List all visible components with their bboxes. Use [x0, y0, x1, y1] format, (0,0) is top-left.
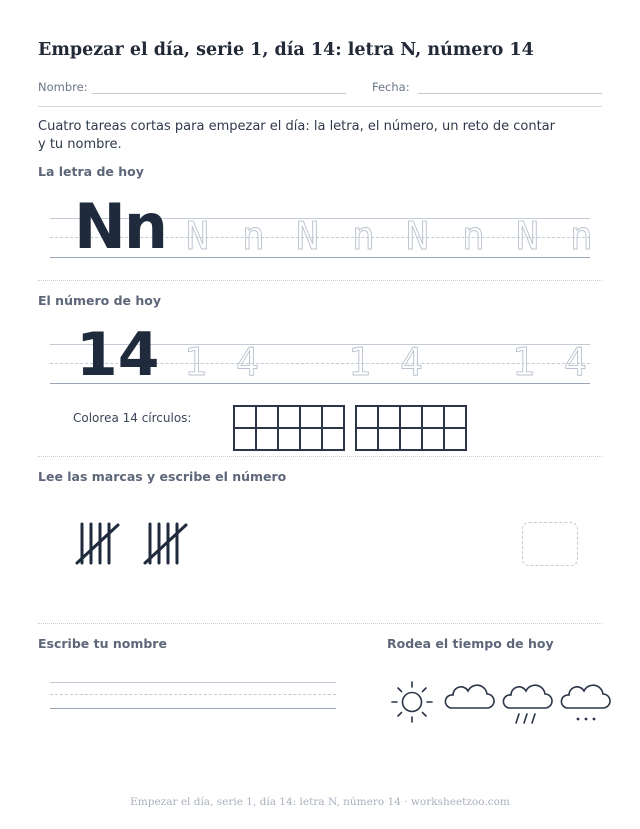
trace-letter-lower[interactable]: n	[352, 214, 375, 258]
tally-group	[145, 524, 186, 563]
trace-digit[interactable]: 1	[184, 340, 207, 384]
snowflake-icon	[577, 718, 596, 721]
weather-options[interactable]	[388, 678, 616, 728]
date-label: Fecha:	[372, 80, 410, 94]
trace-letter-upper[interactable]: N	[296, 214, 319, 258]
date-field[interactable]	[418, 93, 602, 94]
snow-cloud-icon	[561, 685, 610, 708]
name-field[interactable]	[92, 93, 346, 94]
trace-digit[interactable]: 4	[564, 340, 587, 384]
header-divider	[38, 106, 602, 107]
number-trace-row[interactable]	[184, 340, 594, 386]
trace-letter-upper[interactable]: N	[516, 214, 539, 258]
intro-text: Cuatro tareas cortas para empezar el día: la letra, el número, un reto de contar y tu nombre.	[38, 119, 555, 152]
tally-marks	[74, 520, 194, 568]
trace-digit[interactable]: 4	[400, 340, 423, 384]
trace-letter-upper[interactable]: N	[406, 214, 429, 258]
ten-frame[interactable]	[355, 405, 467, 451]
footer: Empezar el día, serie 1, día 14: letra N, número 14 · worksheetzoo.com	[130, 796, 510, 808]
page-title: Empezar el día, serie 1, día 14: letra N, número 14	[38, 40, 534, 60]
name-heading: Escribe tu nombre	[38, 636, 167, 651]
weather-heading: Rodea el tiempo de hoy	[387, 636, 554, 651]
trace-letter-lower[interactable]: n	[570, 214, 593, 258]
trace-digit[interactable]: 1	[512, 340, 535, 384]
trace-digit[interactable]: 1	[348, 340, 371, 384]
ten-frame[interactable]	[233, 405, 345, 451]
cloud-icon	[445, 685, 494, 708]
number-heading: El número de hoy	[38, 293, 161, 308]
number-model: 14	[76, 320, 160, 390]
letter-trace-row[interactable]	[186, 214, 596, 260]
sun-icon	[392, 682, 432, 722]
section-divider	[38, 456, 602, 457]
section-divider	[38, 623, 602, 624]
name-writing-lines[interactable]	[50, 682, 336, 712]
name-label: Nombre:	[38, 80, 88, 94]
section-divider	[38, 280, 602, 281]
trace-digit[interactable]: 4	[236, 340, 259, 384]
tally-answer-box[interactable]	[522, 522, 578, 566]
rain-cloud-icon	[503, 685, 552, 723]
trace-letter-lower[interactable]: n	[242, 214, 265, 258]
trace-letter-upper[interactable]: N	[186, 214, 209, 258]
letter-heading: La letra de hoy	[38, 164, 144, 179]
letter-model: Nn	[74, 190, 167, 263]
tally-group	[77, 524, 118, 563]
tally-heading: Lee las marcas y escribe el número	[38, 469, 287, 484]
count-instruction: Colorea 14 círculos:	[73, 411, 192, 425]
trace-letter-lower[interactable]: n	[462, 214, 485, 258]
